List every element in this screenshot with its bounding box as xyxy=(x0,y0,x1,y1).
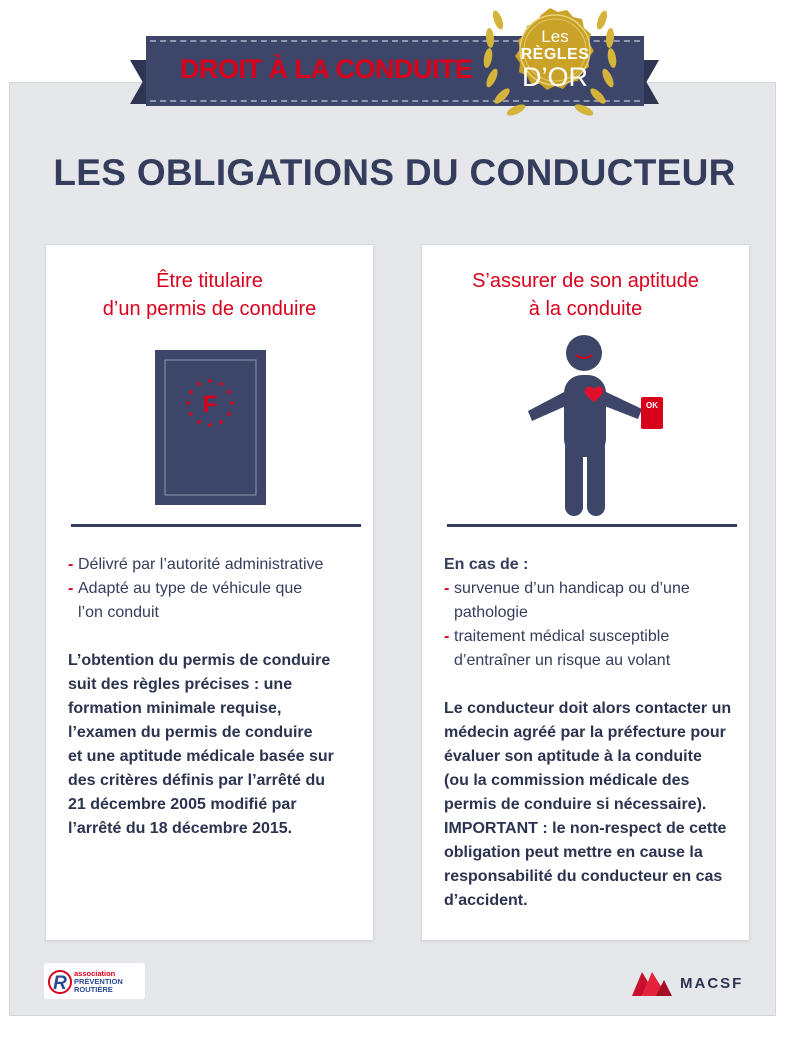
medal-text-or: D’OR xyxy=(522,62,588,92)
eu-star-icon xyxy=(186,401,190,405)
licence-paragraph xyxy=(68,649,368,841)
eu-star-icon xyxy=(189,390,193,394)
card-medical-aptitude xyxy=(421,244,750,941)
bullet-dash: - xyxy=(444,580,450,597)
paragraph-line: formation minimale requise, xyxy=(68,700,282,717)
bullet-line: traitement médical susceptible xyxy=(454,628,670,645)
bullet-list xyxy=(444,553,739,673)
card-title-line: S’assurer de son aptitude xyxy=(472,270,699,292)
macsf-wordmark: MACSF xyxy=(680,975,744,992)
list-item xyxy=(68,553,363,577)
svg-text:R: R xyxy=(53,973,67,994)
bullet-line: pathologie xyxy=(454,604,528,621)
paragraph-line: médecin agréé par la préfecture pour xyxy=(444,724,726,741)
paragraph-line: (ou la commission médicale des xyxy=(444,772,690,789)
bullet-line: d’entraîner un risque au volant xyxy=(454,652,671,669)
divider xyxy=(447,524,737,527)
eu-star-icon xyxy=(227,412,231,416)
permit-letter: F xyxy=(202,391,218,418)
eu-star-icon xyxy=(227,390,231,394)
paragraph-line: évaluer son aptitude à la conduite xyxy=(444,748,702,765)
divider xyxy=(71,524,361,527)
eu-star-icon xyxy=(189,412,193,416)
medal-text-regles: RÈGLES xyxy=(520,46,590,63)
bullet-line: survenue d’un handicap ou d’une xyxy=(454,580,690,597)
page-title: LES OBLIGATIONS DU CONDUCTEUR xyxy=(53,152,736,193)
gold-medal-badge xyxy=(470,0,630,140)
paragraph-line: des critères définis par l’arrêté du xyxy=(68,772,325,789)
paragraph-line: Le conducteur doit alors contacter un xyxy=(444,700,732,717)
paragraph-line: L’obtention du permis de conduire xyxy=(68,652,331,669)
card-title xyxy=(422,267,749,323)
paragraph-line: 21 décembre 2005 modifié par xyxy=(68,796,297,813)
card-title xyxy=(46,267,373,323)
eu-star-icon xyxy=(197,382,201,386)
aptitude-paragraph xyxy=(444,697,744,913)
list-item xyxy=(444,625,739,673)
card-title-line: Être titulaire xyxy=(156,270,263,292)
important-text: : le non-respect de cette xyxy=(537,820,727,837)
eu-star-icon xyxy=(219,382,223,386)
apr-line: association xyxy=(74,969,116,978)
list-item xyxy=(444,577,739,625)
apr-line: ROUTIÈRE xyxy=(74,985,113,994)
bullet-line: Adapté au type de véhicule que xyxy=(78,580,303,597)
paragraph-line: permis de conduire si nécessaire). xyxy=(444,796,707,813)
macsf-m-icon xyxy=(632,966,676,1000)
eu-star-icon xyxy=(208,423,212,427)
macsf-logo xyxy=(632,966,752,1000)
card-driving-licence xyxy=(45,244,374,941)
bullet-line: l’on conduit xyxy=(78,604,159,621)
apr-line: PRÉVENTION xyxy=(74,977,123,986)
list-lead: En cas de : xyxy=(444,556,529,573)
bullet-dash: - xyxy=(68,580,74,597)
paragraph-line: obligation peut mettre en cause la xyxy=(444,844,703,861)
eu-star-icon xyxy=(197,420,201,424)
ok-card-label: OK xyxy=(646,401,658,410)
paragraph-line: d’accident. xyxy=(444,892,528,909)
paragraph-line: suit des règles précises : une xyxy=(68,676,293,693)
driving-licence-icon xyxy=(155,350,266,505)
bullet-line: Délivré par l’autorité administrative xyxy=(78,556,324,573)
list-item xyxy=(68,577,363,625)
eu-star-icon xyxy=(208,379,212,383)
eu-star-icon xyxy=(230,401,234,405)
important-line xyxy=(444,817,744,841)
bullet-dash: - xyxy=(68,556,74,573)
banner-title: DROIT À LA CONDUITE xyxy=(180,54,473,84)
eu-star-icon xyxy=(219,420,223,424)
paragraph-line: l’arrêté du 18 décembre 2015. xyxy=(68,820,293,837)
bullet-dash: - xyxy=(444,628,450,645)
bullet-list xyxy=(68,553,363,625)
card-title-line: d’un permis de conduire xyxy=(102,298,317,320)
paragraph-line: et une aptitude médicale basée sur xyxy=(68,748,334,765)
prevention-routiere-logo xyxy=(44,963,145,999)
person-heart-icon xyxy=(522,333,672,518)
paragraph-line: responsabilité du conducteur en cas xyxy=(444,868,723,885)
card-title-line: à la conduite xyxy=(528,298,643,320)
important-label: IMPORTANT xyxy=(444,820,538,837)
apr-r-icon xyxy=(46,963,74,999)
medal-text-les: Les xyxy=(541,27,569,46)
paragraph-line: l’examen du permis de conduire xyxy=(68,724,313,741)
